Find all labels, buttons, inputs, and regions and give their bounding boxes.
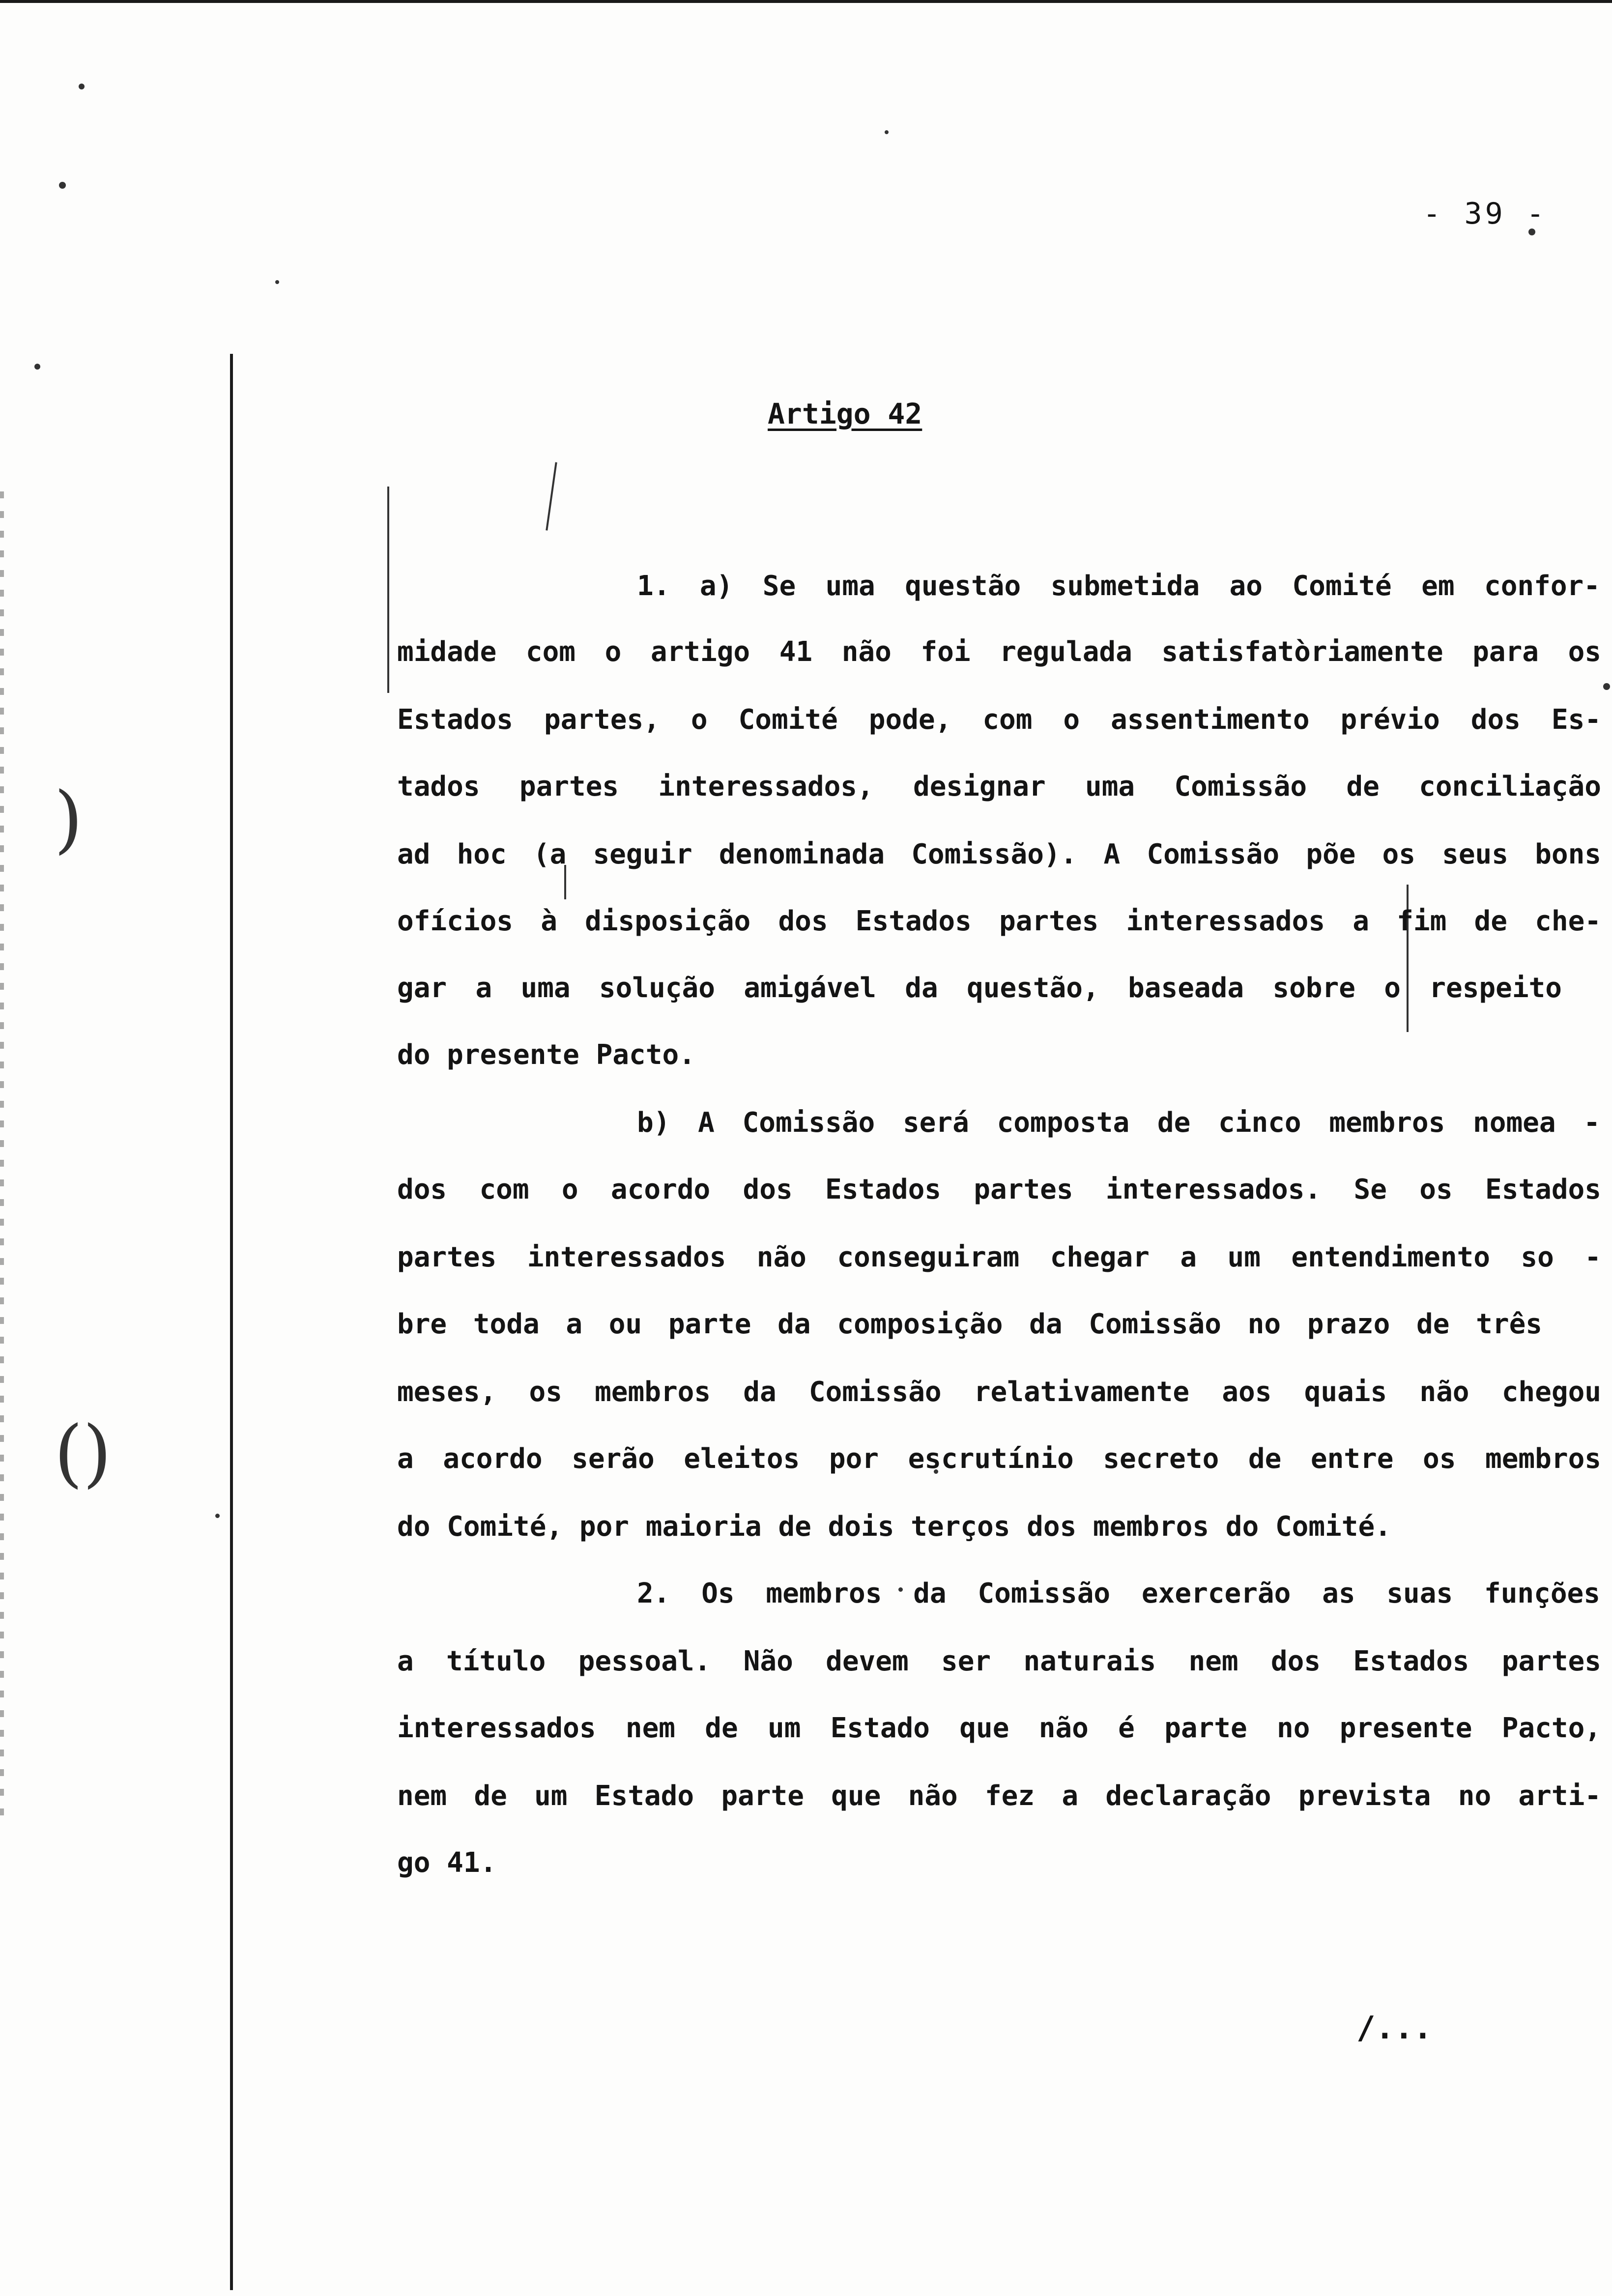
margin-paren-mark: ): [54, 776, 83, 862]
paragraph-1a-line: do presente Pacto.: [397, 1039, 695, 1071]
article-title: Artigo 42: [768, 397, 922, 430]
scan-speck: [275, 280, 279, 284]
scan-speck: [79, 84, 85, 89]
paragraph-1a-line: 1. a) Se uma questão submetida ao Comité em confor-: [637, 570, 1600, 602]
scan-speck: [215, 1514, 220, 1518]
paragraph-1a-line: tados partes interessados, designar uma Comissão de conciliação: [397, 771, 1601, 803]
paragraph-1b-line: dos com o acordo dos Estados partes interessados. Se os Estados: [397, 1174, 1601, 1205]
scan-speck: [1603, 683, 1610, 690]
paragraph-1b-line: partes interessados não conseguiram chegar a um entendimento so -: [397, 1241, 1601, 1273]
scan-speck: [59, 182, 66, 189]
paragraph-1a-line: gar a uma solução amigável da questão, baseada sobre o respeito: [397, 972, 1562, 1004]
paragraph-1b-line: b) A Comissão será composta de cinco membros nomea -: [637, 1107, 1600, 1139]
paragraph-1a-line: midade com o artigo 41 não foi regulada satisfatòriamente para os: [397, 636, 1601, 668]
top-border-rule: [0, 0, 1612, 3]
paragraph-1b-line: a acordo serão eleitos por escrutínio secreto de entre os membros: [397, 1443, 1601, 1475]
paragraph-2-line: nem de um Estado parte que não fez a declaração prevista no arti-: [397, 1780, 1601, 1812]
paragraph-1a-line: ad hoc (a seguir denominada Comissão). A Comissão põe os seus bons: [397, 838, 1601, 870]
margin-bracket-mark: [387, 487, 389, 693]
paragraph-1b-line: do Comité, por maioria de dois terços dos membros do Comité.: [397, 1511, 1391, 1543]
paragraph-1a-line: Estados partes, o Comité pode, com o assentimento prévio dos Es-: [397, 704, 1601, 736]
paragraph-1a-line: ofícios à disposição dos Estados partes interessados a fim de che-: [397, 905, 1601, 937]
paragraph-2-line: interessados nem de um Estado que não é parte no presente Pacto,: [397, 1712, 1601, 1744]
paragraph-2-line: go 41.: [397, 1847, 497, 1879]
paragraph-1b-line: bre toda a ou parte da composição da Comissão no prazo de três: [397, 1308, 1542, 1340]
left-margin-line: [230, 354, 233, 2290]
margin-paren-mark: (): [54, 1410, 112, 1496]
paragraph-1b-line: meses, os membros da Comissão relativamente aos quais não chegou: [397, 1376, 1601, 1408]
scan-left-edge: [0, 491, 4, 1818]
paragraph-2-line: 2. Os membros da Comissão exercerão as suas funções: [637, 1578, 1600, 1609]
slash-mark: [546, 462, 557, 530]
page-number: - 39 -: [1423, 197, 1547, 231]
continuation-mark: /...: [1356, 2010, 1433, 2046]
scan-speck: [885, 130, 889, 134]
scan-speck: [34, 364, 40, 370]
paragraph-2-line: a título pessoal. Não devem ser naturais nem dos Estados partes: [397, 1645, 1601, 1677]
